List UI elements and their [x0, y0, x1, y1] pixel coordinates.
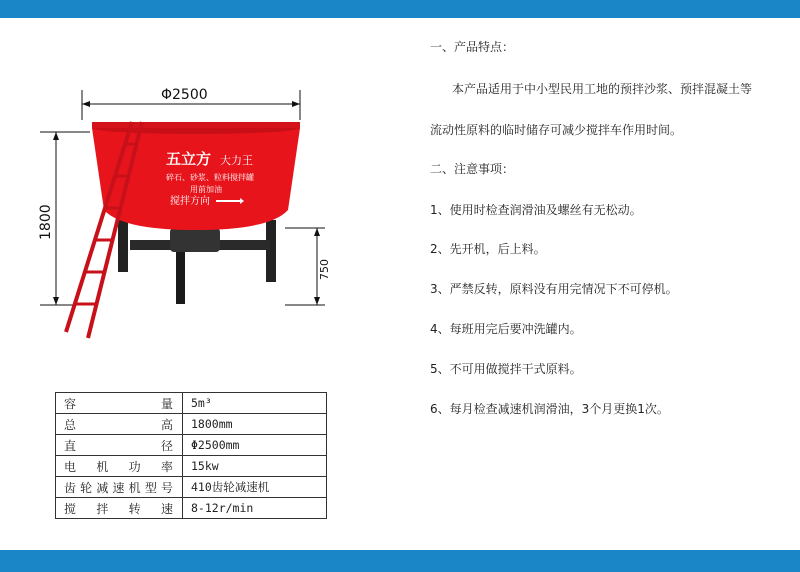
spec-key: 总高 — [56, 414, 183, 435]
note-item-5: 5、不可用做搅拌干式原料。 — [430, 362, 582, 376]
drum-line-3: 搅拌方向 — [170, 196, 210, 207]
spec-row — [56, 498, 327, 519]
spec-row — [56, 477, 327, 498]
spec-key: 容量 — [56, 393, 183, 414]
note-item-1: 1、使用时检查润滑油及螺丝有无松动。 — [430, 203, 642, 217]
drum-brand: 五立方 — [166, 150, 212, 168]
drum-brand-sub: 大力王 — [220, 154, 253, 167]
spec-value: 410齿轮减速机 — [183, 477, 327, 498]
drum-line-1: 碎石、砂浆、粒料搅拌罐 — [166, 173, 254, 182]
spec-key: 电机功率 — [56, 456, 183, 477]
height-label: 1800 — [38, 204, 54, 240]
spec-value: 8-12r/min — [183, 498, 327, 519]
spec-value: 5m³ — [183, 393, 327, 414]
spec-table — [55, 392, 327, 519]
drum-line-2: 用前加油 — [190, 185, 222, 194]
diameter-label: Φ2500 — [161, 87, 208, 103]
note-item-4: 4、每班用完后要冲洗罐内。 — [430, 322, 582, 336]
spec-row — [56, 393, 327, 414]
features-heading: 一、产品特点： — [430, 40, 515, 54]
mixer-diagram — [30, 80, 360, 380]
leg-label: 750 — [318, 259, 331, 280]
bottom-band — [0, 550, 800, 572]
note-item-3: 3、严禁反转，原料没有用完情况下不可停机。 — [430, 282, 678, 296]
features-line-1: 本产品适用于中小型民用工地的预拌沙浆、预拌混凝土等 — [452, 82, 753, 96]
features-line-2: 流动性原料的临时储存可减少搅拌车作用时间。 — [430, 123, 683, 137]
spec-row — [56, 414, 327, 435]
note-item-6: 6、每月检查减速机润滑油，3个月更换1次。 — [430, 402, 669, 416]
note-item-2: 2、先开机，后上料。 — [430, 242, 546, 256]
spec-row — [56, 456, 327, 477]
notes-heading: 二、注意事项： — [430, 162, 515, 176]
spec-key: 齿轮减速机型号 — [56, 477, 183, 498]
spec-value: 1800mm — [183, 414, 327, 435]
top-band — [0, 0, 800, 18]
spec-value: 15kw — [183, 456, 327, 477]
spec-key: 搅拌转速 — [56, 498, 183, 519]
spec-key: 直径 — [56, 435, 183, 456]
spec-row — [56, 435, 327, 456]
spec-value: Φ2500mm — [183, 435, 327, 456]
